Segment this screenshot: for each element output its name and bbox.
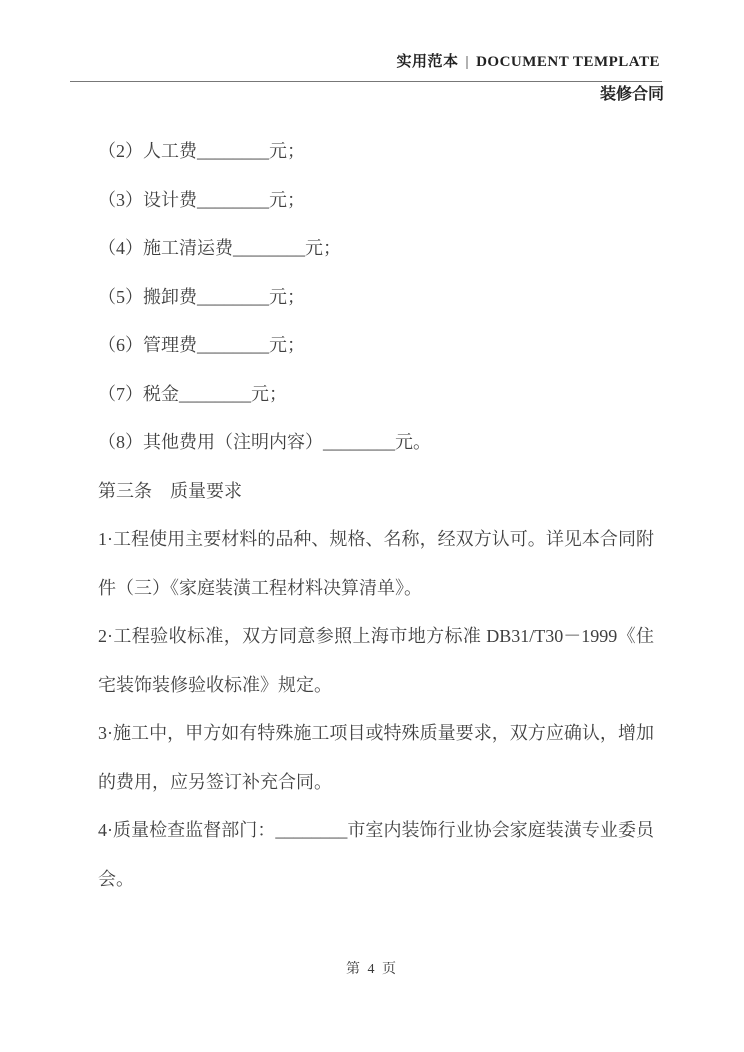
header-brand-en: DOCUMENT TEMPLATE bbox=[476, 54, 660, 70]
header-brand-separator-icon: | bbox=[465, 54, 470, 70]
fee-item-design: （3）设计费________元； bbox=[98, 189, 305, 210]
fee-item-moving: （5）搬卸费________元； bbox=[98, 286, 305, 307]
document-title: 装修合同 bbox=[599, 86, 664, 103]
document-body bbox=[98, 127, 654, 903]
clause-4-supervision-department: 4·质量检查监督部门：________市室内装饰行业协会家庭装潢专业委员会。 bbox=[98, 820, 654, 889]
header-divider bbox=[70, 81, 662, 82]
page-number: 第 4 页 bbox=[346, 962, 398, 977]
fee-item-tax: （7）税金________元； bbox=[98, 383, 287, 404]
page-header bbox=[0, 0, 744, 105]
clause-3-special-requirements: 3·施工中，甲方如有特殊施工项目或特殊质量要求，双方应确认，增加的费用，应另签订补充合同。 bbox=[98, 723, 654, 792]
page-footer bbox=[0, 958, 744, 978]
section-heading-article3: 第三条 质量要求 bbox=[98, 480, 242, 501]
header-brand-cn: 实用范本 bbox=[396, 54, 459, 70]
fee-item-labor: （2）人工费________元； bbox=[98, 141, 305, 161]
header-brand bbox=[0, 52, 660, 72]
fee-item-cleanup: （4）施工清运费________元； bbox=[98, 238, 341, 258]
fee-item-other: （8）其他费用（注明内容）________元。 bbox=[98, 432, 431, 452]
fee-item-management: （6）管理费________元； bbox=[98, 335, 305, 355]
clause-2-acceptance-standard: 2·工程验收标准，双方同意参照上海市地方标准 DB31/T30－1999《住宅装饰装修验收标准》规定。 bbox=[98, 626, 654, 695]
clause-1-materials: 1·工程使用主要材料的品种、规格、名称，经双方认可。详见本合同附件（三）《家庭装潢工程材料决算清单》。 bbox=[98, 529, 654, 598]
